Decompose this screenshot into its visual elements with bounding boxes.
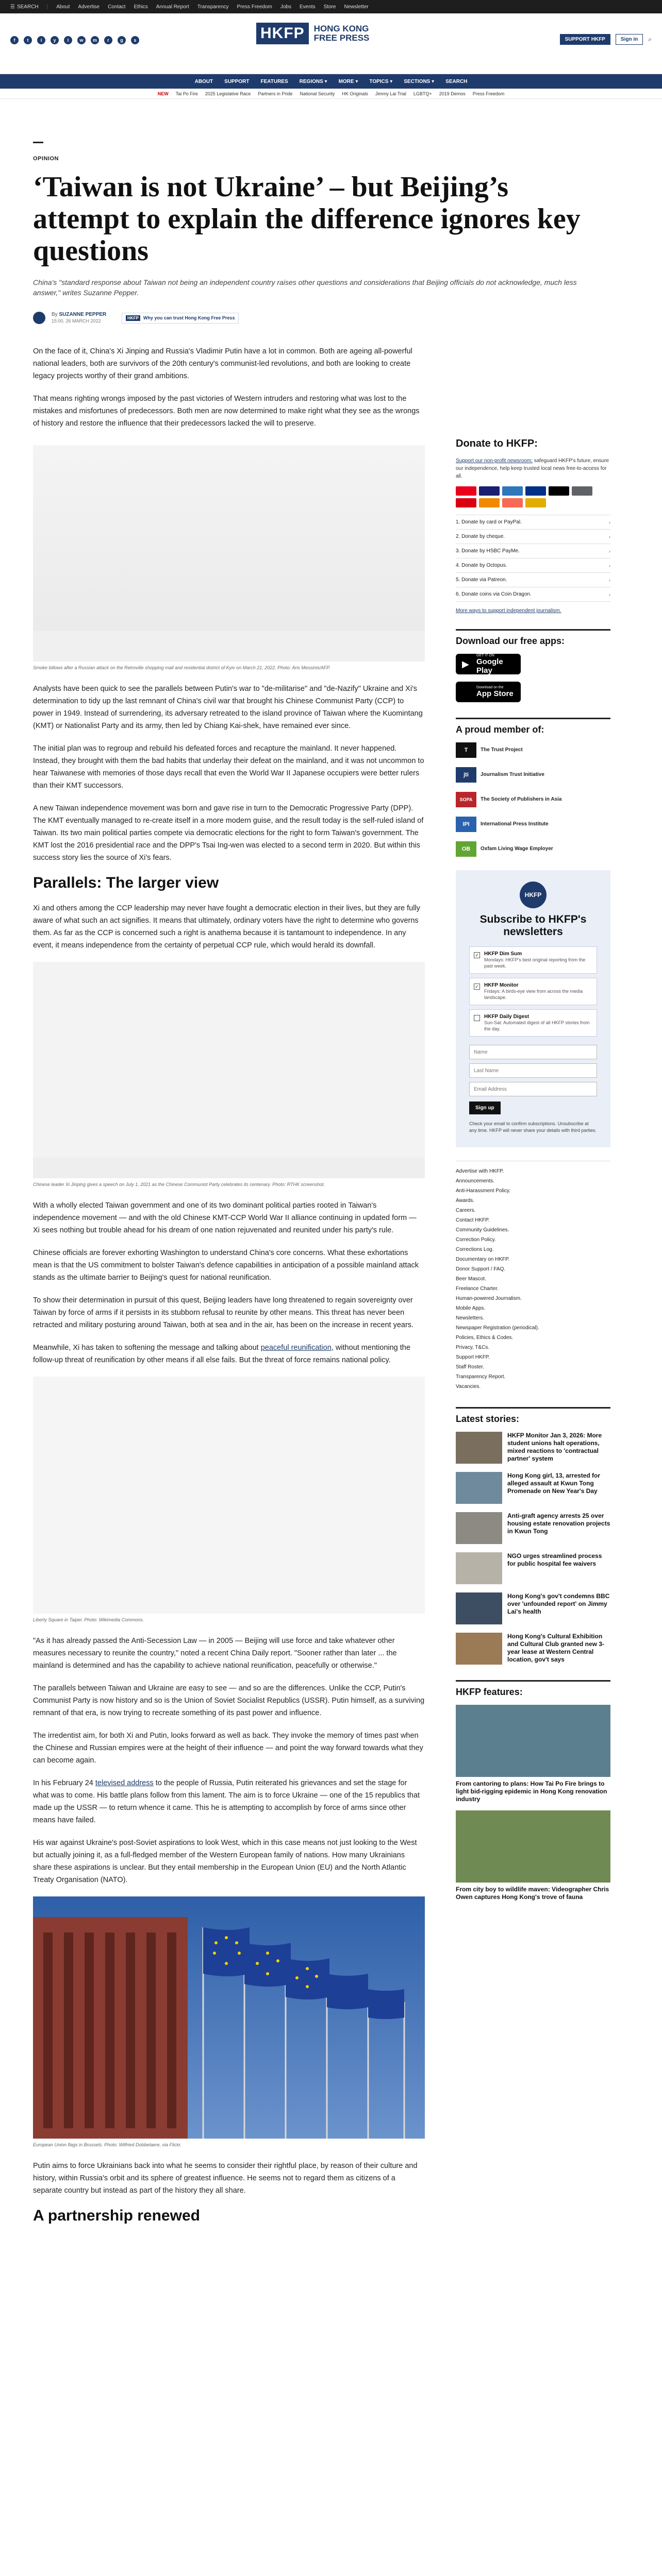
instagram-icon[interactable]: i: [37, 36, 45, 44]
paragraph: In his February 24 televised address to the people of Russia, Putin reiterated his grievances and set the stage for what was to come. His battle plans follow from this lament. The aim is to force Ukraine — one of the 15 republics that made up the USSR — to return whence it came. This he is attempting to accomplish by force of arms since other means have failed.: [33, 1779, 420, 1824]
trending-link[interactable]: 2019 Demos: [439, 91, 466, 96]
site-header: [0, 13, 662, 74]
paragraph: With a wholly elected Taiwan government and one of its two dominant political parties rooted in Taiwan's independence movement — and with the old Chinese KMT-CCP World War II alliance continuing in updated form — Xi sees nothing but trouble ahead for his dream of one nation rejuvenated and reunited under his party's rule.: [33, 1201, 417, 1234]
donate-lead-link[interactable]: Support our non-profit newsroom:: [456, 458, 533, 464]
nav-support[interactable]: SUPPORT: [224, 78, 250, 84]
facebook-icon[interactable]: f: [10, 36, 19, 44]
app-store-button[interactable]: Download on the App Store: [456, 682, 521, 702]
paragraph: On the face of it, China's Xi Jinping and Russia's Vladimir Putin have a lot in common. Both are ageing all-powerful national leaders, both are survivors of the 20th century's communist-led revolutions, and both are looking to create legacy projects worthy of their grand ambitions.: [33, 347, 412, 380]
policy-link[interactable]: Transparency Report.: [456, 1374, 506, 1380]
ipi-logo: IPI: [456, 817, 476, 832]
article-standfirst: China's "standard response about Taiwan not being an independent country raises other questions and considerations that Beijing officials do not acknowledge, much less answer," writes Suzanne Pepper.: [33, 278, 577, 297]
newsletter-option-dimsum[interactable]: ✓ HKFP Dim Sum Mondays: HKFP's best original reporting from the past week.: [469, 946, 597, 974]
checkbox-checked-icon[interactable]: ✓: [474, 952, 480, 958]
nav-topics[interactable]: TOPICS ▾: [369, 78, 393, 84]
coin-dragon-icon: [525, 498, 546, 507]
chevron-right-icon: ›: [609, 563, 610, 568]
section-heading: Parallels: The larger view: [33, 874, 219, 891]
google-play-button[interactable]: ▶ GET IT ON Google Play: [456, 654, 521, 674]
chevron-right-icon: ›: [609, 534, 610, 539]
article-photo-kyiv: [33, 445, 425, 662]
policy-link[interactable]: Donor Support / FAQ.: [456, 1266, 506, 1272]
policy-link[interactable]: Policies, Ethics & Codes.: [456, 1335, 514, 1341]
story-thumbnail: [456, 1592, 502, 1624]
nav-search[interactable]: SEARCH: [445, 78, 468, 84]
newsletter-note: Check your email to confirm subscriptions. Unsubscribe at any time. HKFP will never share your details with third parties.: [469, 1121, 597, 1133]
article-photo-xi: [33, 962, 425, 1178]
sign-in-button[interactable]: Sign in: [616, 34, 643, 45]
search-icon[interactable]: ⌕: [648, 36, 652, 43]
trust-project-logo: T: [456, 742, 476, 758]
photo-caption: Liberty Square in Taipei. Photo: Wikimedia Commons.: [33, 1617, 144, 1622]
author-avatar[interactable]: [33, 312, 45, 324]
feature-thumbnail: [456, 1705, 610, 1777]
donate-option[interactable]: 2. Donate by cheque. ›: [456, 530, 610, 544]
octopus-icon: [479, 498, 500, 507]
paragraph: A new Taiwan independence movement was born and gave rise in turn to the Democratic Progressive Party (DPP). The KMT eventually managed to re-create itself in a more modern guise, and the result today is the self-ruled island of Taiwan. Its two main political parties compete via democratic elections for the right to form Taiwan's government. The KMT lost the 2016 presidential race and the DPP's Tsai Ing-wen was elected to a second term in 2020. But within this success story lies the source of Xi's fears.: [33, 804, 424, 862]
policy-link[interactable]: Awards.: [456, 1198, 474, 1204]
xi-speech-image: [33, 962, 425, 1178]
member-oxfam[interactable]: OB Oxfam Living Wage Employer: [456, 841, 610, 857]
policy-link[interactable]: Corrections Log.: [456, 1247, 494, 1252]
main-nav: [0, 74, 662, 89]
amex-icon: [502, 486, 523, 496]
donate-option[interactable]: 5. Donate via Patreon. ›: [456, 573, 610, 587]
telegram-icon[interactable]: g: [118, 36, 126, 44]
paragraph: Meanwhile, Xi has taken to softening the message and talking about peaceful reunification, without mentioning the follow-up threat of reunification by other means if all else fails. But the threat of force remains national policy.: [33, 1344, 410, 1364]
trending-link[interactable]: 2025 Legislative Race: [205, 91, 251, 96]
policy-link[interactable]: Documentary on HKFP.: [456, 1257, 510, 1262]
top-link-about[interactable]: About: [56, 4, 70, 10]
latest-story[interactable]: Hong Kong's Cultural Exhibition and Cultural Club granted new 3-year lease at Western Central location, gov't says: [456, 1633, 610, 1665]
photo-caption: European Union flags in Brussels. Photo: Wilfried Dobbelaere, via Flickr.: [33, 2142, 182, 2147]
chevron-right-icon: ›: [609, 519, 610, 525]
feature-thumbnail: [456, 1810, 610, 1883]
trending-link[interactable]: HK Originals: [342, 91, 368, 96]
member-title: A proud member of:: [456, 718, 610, 735]
donate-title: Donate to HKFP:: [456, 438, 538, 449]
nav-about[interactable]: ABOUT: [194, 78, 213, 84]
logo-line-1: HONG KONG: [313, 24, 369, 33]
trending-nav: [0, 89, 662, 99]
paragraph: The irredentist aim, for both Xi and Putin, looks forward as well as back. They invoke the memory of times past when the Chinese and Russian empires were at the height of their influence — and point the way forward towards what they can become again.: [33, 1732, 423, 1765]
email-input[interactable]: [469, 1082, 597, 1096]
peaceful-reunification-link[interactable]: peaceful reunification: [260, 1344, 332, 1352]
top-link-advertise[interactable]: Advertise: [78, 4, 100, 10]
article-photo-taipei: [33, 1377, 425, 1614]
policy-link[interactable]: Human-powered Journalism.: [456, 1296, 522, 1301]
twitter-icon[interactable]: t: [24, 36, 32, 44]
social-links: [10, 36, 139, 44]
policy-link[interactable]: Beer Mascot.: [456, 1276, 486, 1282]
latest-story[interactable]: HKFP Monitor Jan 3, 2026: More student unions halt operations, mixed reactions to 'contractual partner' system: [456, 1432, 610, 1464]
policy-link[interactable]: Freelance Charter.: [456, 1286, 499, 1292]
trust-link-label: Why you can trust Hong Kong Free Press: [143, 315, 235, 320]
trending-link[interactable]: LGBTQ+: [413, 91, 432, 96]
new-badge: NEW: [157, 91, 169, 96]
paragraph: Putin aims to force Ukrainians back into what he seems to consider their rightful place, by reason of their culture and history, within Russia's orbit and its sphere of greatest influence. He seems not to regard them as citizens of a separate country but instead as part of the history they all share.: [33, 2162, 418, 2195]
support-hkfp-button[interactable]: SUPPORT HKFP: [560, 34, 610, 45]
visa-icon: [479, 486, 500, 496]
donate-option[interactable]: 1. Donate by card or PayPal. ›: [456, 515, 610, 530]
member-sopa[interactable]: SOPA The Society of Publishers in Asia: [456, 792, 610, 807]
paragraph: The initial plan was to regroup and rebuild his defeated forces and recapture the mainland. It never happened. Instead, they brought with them the bad habits that underlay their defeat on the mainland, and it was not uncommon to hear Taiwanese with memories of those days recall that even the World War II Japanese occupiers were better rulers than their KMT successors.: [33, 744, 424, 790]
payment-icons: [456, 486, 610, 507]
features-title: HKFP features:: [456, 1680, 610, 1698]
trending-link[interactable]: Tai Po Fire: [175, 91, 198, 96]
policy-link[interactable]: Mobile Apps.: [456, 1306, 486, 1311]
latest-title: Latest stories:: [456, 1407, 610, 1425]
member-jti[interactable]: jti Journalism Trust Initiative: [456, 767, 610, 783]
policy-link[interactable]: Contact HKFP.: [456, 1217, 490, 1223]
hamburger-icon: ☰: [10, 4, 15, 10]
feature-story[interactable]: From cantoring to plans: How Tai Po Fire brings to light bid-rigging epidemic in Hong Kong renovation industry: [456, 1705, 610, 1803]
story-thumbnail: [456, 1633, 502, 1665]
top-search-link[interactable]: ☰ SEARCH: [10, 4, 39, 10]
linkedin-icon[interactable]: l: [64, 36, 72, 44]
member-trust-project[interactable]: T The Trust Project: [456, 742, 610, 758]
televised-address-link[interactable]: televised address: [95, 1779, 154, 1787]
top-link-transparency[interactable]: Transparency: [197, 4, 229, 10]
story-thumbnail: [456, 1512, 502, 1544]
donate-text: Support our non-profit newsroom: safeguard HKFP's future, ensure our independence, help keep trusted local news free-to-access for all.: [456, 458, 609, 479]
checkbox-checked-icon[interactable]: ✓: [474, 984, 480, 990]
paragraph: Chinese officials are forever exhorting Washington to understand China's core concerns. What these exhortations mean is that the US commitment to bolster Taiwan's defence capabilities in anticipation of a possible mainland attack stands as the ultimate barrier to Beijing's quest for national reunification.: [33, 1249, 419, 1282]
logo-line-2: FREE PRESS: [313, 33, 370, 43]
top-link-jobs[interactable]: Jobs: [280, 4, 291, 10]
patreon-icon: [502, 498, 523, 507]
donate-option[interactable]: 4. Donate by Octopus. ›: [456, 558, 610, 573]
newsletter-option-digest[interactable]: HKFP Daily Digest Sun-Sat: Automated digest of all HKFP stories from the day.: [469, 1009, 597, 1037]
first-name-input[interactable]: [469, 1045, 597, 1059]
trending-link[interactable]: National Security: [300, 91, 335, 96]
section-heading: A partnership renewed: [33, 2207, 200, 2224]
paragraph: His war against Ukraine's post-Soviet aspirations to look West, which in this case means not just looking to the West but actually joining it, as a full-fledged member of the Western European family of nations. How many Ukrainians share these aspirations is unclear. But they entail membership in the European Union (EU) and the North Atlantic Treaty Organisation (NATO).: [33, 1839, 417, 1884]
article-body: [33, 345, 425, 2225]
article-title: ‘Taiwan is not Ukraine’ – but Beijing’s attempt to explain the difference ignores key questions: [33, 171, 581, 267]
sign-up-button[interactable]: Sign up: [469, 1101, 501, 1114]
header-actions: [560, 34, 652, 45]
rss-icon[interactable]: r: [104, 36, 112, 44]
policy-link[interactable]: Newsletters.: [456, 1315, 485, 1321]
chevron-right-icon: ›: [609, 577, 610, 583]
article-photo-eu-flags: [33, 1896, 425, 2139]
latest-story[interactable]: Hong Kong's gov't condemns BBC over 'unfounded report' on Jimmy Lai's health: [456, 1592, 610, 1624]
policy-link[interactable]: Correction Policy.: [456, 1237, 496, 1243]
photo-caption: Smoke billows after a Russian attack on the Retroville shopping mall and residential district of Kyiv on March 21, 2022. Photo: Aris Messinis/AFP.: [33, 665, 330, 670]
feature-story[interactable]: From city boy to wildlife maven: Videographer Chris Owen captures Hong Kong's trove of fauna: [456, 1810, 610, 1901]
chevron-right-icon: ›: [609, 591, 610, 597]
newsletter-option-monitor[interactable]: ✓ HKFP Monitor Fridays: A birds-eye view from across the media landscape.: [469, 978, 597, 1005]
whatsapp-icon[interactable]: w: [77, 36, 86, 44]
donate-option[interactable]: 3. Donate by HSBC PayMe. ›: [456, 544, 610, 558]
story-thumbnail: [456, 1552, 502, 1584]
nav-features[interactable]: FEATURES: [260, 78, 288, 84]
policy-link[interactable]: Vacancies.: [456, 1384, 481, 1389]
trending-link[interactable]: Partners in Pride: [258, 91, 293, 96]
top-link-press-freedom[interactable]: Press Freedom: [237, 4, 272, 10]
policy-link[interactable]: Privacy, T&Cs.: [456, 1345, 490, 1350]
author-name[interactable]: SUZANNE PEPPER: [59, 312, 107, 317]
top-strip: ☰ SEARCH | About Advertise Contact Ethics Annual Report Transparency Press Freedom Jobs Events Store Newsletter: [0, 0, 662, 13]
story-thumbnail: [456, 1472, 502, 1504]
signal-icon[interactable]: s: [131, 36, 139, 44]
policy-link[interactable]: Anti-Harassment Policy.: [456, 1188, 510, 1194]
mastercard-icon: [456, 486, 476, 496]
policy-link[interactable]: Announcements.: [456, 1178, 495, 1184]
apps-title: Download our free apps:: [456, 629, 610, 647]
latest-story[interactable]: NGO urges streamlined process for public hospital fee waivers: [456, 1552, 610, 1584]
newsletter-box: [456, 870, 610, 1147]
google-pay-icon: [572, 486, 592, 496]
jti-logo: jti: [456, 767, 476, 783]
paragraph: To show their determination in pursuit of this quest, Beijing leaders have long threatened to regain sovereignty over Taiwan by force of arms if it persists in its stubborn refusal to reunite by other means. This threat has never been retracted and military posturing around Taiwan, both at sea and in the air, has been on the increase in recent years.: [33, 1296, 414, 1329]
policy-link[interactable]: Careers.: [456, 1208, 476, 1213]
site-logo[interactable]: [256, 23, 369, 44]
trust-link[interactable]: [122, 313, 239, 324]
sopa-logo: SOPA: [456, 792, 476, 807]
paragraph: Analysts have been quick to see the parallels between Putin's war to "de-militarise" and "de-Nazify" Ukraine and Xi's determination to tidy up the last remnant of China's civil war that brought his Chinese Communist Party (CCP) to power in 1949. Instead of surrendering, its adversary retreated to the island province of Taiwan where the Kuomintang (KMT) or Nationalist Party and its army, then led by Chiang Kai-shek, have remained ever since.: [33, 685, 423, 730]
latest-story[interactable]: Anti-graft agency arrests 25 over housing estate renovation projects in Kwun Tong: [456, 1512, 610, 1544]
logo-mark: HKFP: [256, 23, 309, 44]
policy-link[interactable]: Community Guidelines.: [456, 1227, 509, 1233]
top-link-ethics[interactable]: Ethics: [134, 4, 148, 10]
newsletter-logo: HKFP: [520, 882, 547, 908]
policy-link[interactable]: Support HKFP.: [456, 1354, 490, 1360]
policy-link[interactable]: Advertise with HKFP.: [456, 1168, 504, 1174]
publish-date: 15:00, 26 MARCH 2022: [52, 318, 101, 324]
donate-options: [456, 515, 610, 602]
mastodon-icon[interactable]: m: [91, 36, 99, 44]
policy-link[interactable]: Staff Roster.: [456, 1364, 484, 1370]
photo-caption: Chinese leader Xi Jinping gives a speech on July 1, 2021 as the Chinese Communist Party celebrates its centenary. Photo: RTHK screenshot.: [33, 1182, 325, 1187]
paragraph: Xi and others among the CCP leadership may never have fought a democratic election in their lives, but they are fully aware of what such an act signifies. It means that ultimately, ordinary voters have the right to determine who governs them. As far as the CCP is concerned such a right is anathema because it is tantamount to independence. In any event, it means independence from the certainty of perpetual CCP rule, which would herald its downfall.: [33, 904, 420, 950]
byline-prefix: By: [52, 312, 58, 317]
checkbox-icon[interactable]: [474, 1015, 480, 1021]
nav-more[interactable]: MORE ▾: [338, 78, 358, 84]
top-link-events[interactable]: Events: [300, 4, 316, 10]
sidebar: [456, 438, 610, 1908]
nav-regions[interactable]: REGIONS ▾: [299, 78, 327, 84]
policy-link[interactable]: Newspaper Registration (periodical).: [456, 1325, 539, 1331]
member-ipi[interactable]: IPI International Press Institute: [456, 817, 610, 832]
chevron-right-icon: ›: [609, 548, 610, 554]
top-link-annual-report[interactable]: Annual Report: [156, 4, 189, 10]
trending-link[interactable]: Jimmy Lai Trial: [375, 91, 406, 96]
donate-option[interactable]: 6. Donate coins via Coin Dragon. ›: [456, 587, 610, 602]
top-link-store[interactable]: Store: [323, 4, 336, 10]
category-rule: [33, 142, 43, 143]
kyiv-smoke-image: [33, 445, 425, 662]
latest-story[interactable]: Hong Kong girl, 13, arrested for alleged assault at Kwun Tong Promenade on New Year's Day: [456, 1472, 610, 1504]
top-link-contact[interactable]: Contact: [108, 4, 126, 10]
article-category[interactable]: OPINION: [33, 156, 59, 162]
policy-links: [456, 1161, 610, 1392]
oxfam-logo: OB: [456, 841, 476, 857]
top-link-newsletter[interactable]: Newsletter: [344, 4, 369, 10]
last-name-input[interactable]: [469, 1063, 597, 1078]
eu-flags-image: [33, 1896, 425, 2139]
newsletter-title: Subscribe to HKFP's newsletters: [479, 913, 587, 938]
paragraph: The parallels between Taiwan and Ukraine are easy to see — and so are the differences. Unlike the CCP, Putin's Communist Party is now history and so is the Union of Soviet Socialist Republics (USSR). Putin himself, as a surviving remnant of that era, is now trying to recreate something of its past power and influence.: [33, 1684, 425, 1717]
paragraph: "As it has already passed the Anti-Secession Law — in 2005 — Beijing will use force and take whatever other measures necessary to reunite the country," noted a recent China Daily report. "Sooner rather than later ... the mainland is determined and has the capability to achieve national reunification, peacefully or otherwise.": [33, 1637, 397, 1670]
trust-badge-icon: HKFP: [126, 315, 140, 321]
apple-pay-icon: [549, 486, 569, 496]
payme-icon: [456, 498, 476, 507]
youtube-icon[interactable]: y: [51, 36, 59, 44]
liberty-square-image: [33, 1377, 425, 1614]
byline: [33, 311, 425, 325]
more-ways-link[interactable]: More ways to support independent journalism.: [456, 608, 561, 614]
story-thumbnail: [456, 1432, 502, 1464]
paypal-icon: [525, 486, 546, 496]
nav-sections[interactable]: SECTIONS ▾: [404, 78, 435, 84]
trending-link[interactable]: Press Freedom: [472, 91, 505, 96]
play-store-icon: ▶: [462, 659, 469, 669]
paragraph: That means righting wrongs imposed by the past victories of Western intruders and restoring what was lost to the mistakes and misfortunes of predecessors. Both men are now determined to make right what they see as the wrongs of history and restore the influence that their predecessors lacked the will to preserve.: [33, 395, 420, 428]
